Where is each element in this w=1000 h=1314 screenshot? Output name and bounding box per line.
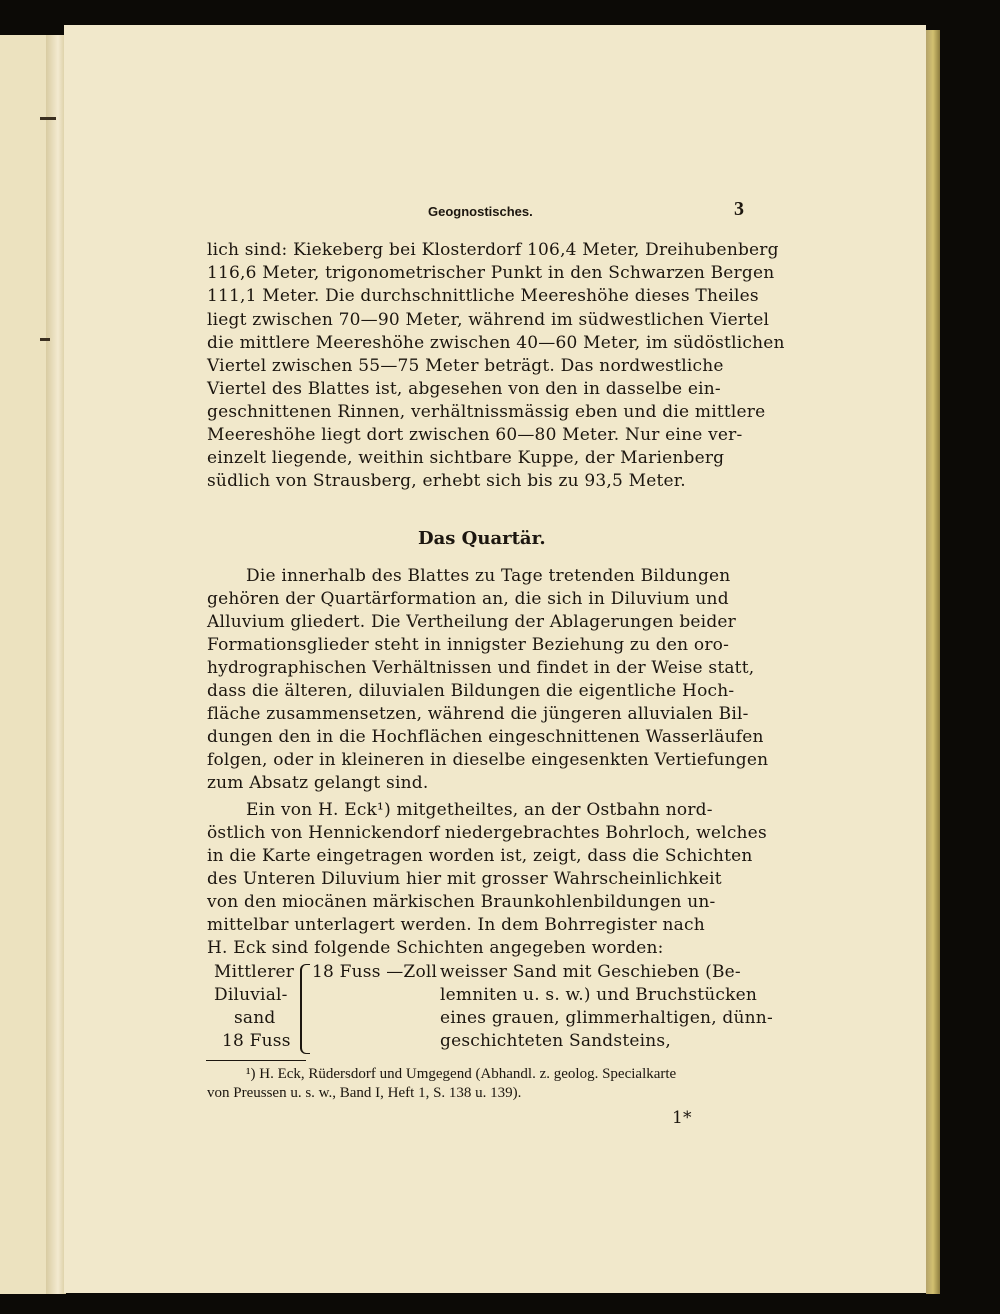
text-line: die mittlere Meereshöhe zwischen 40—60 Meter, im südöstlichen — [207, 333, 785, 353]
text-line: gehören der Quartärformation an, die sich in Diluvium und — [207, 589, 729, 609]
text-line: 111,1 Meter. Die durchschnittliche Meereshöhe dieses Theiles — [207, 286, 759, 306]
layer-label: 18 Fuss — [222, 1031, 291, 1051]
text-line: folgen, oder in kleineren in dieselbe eingesenkten Vertiefungen — [207, 750, 769, 770]
text-line: des Unteren Diluvium hier mit grosser Wahrscheinlichkeit — [207, 869, 722, 889]
footnote-line: von Preussen u. s. w., Band I, Heft 1, S. 138 u. 139). — [207, 1085, 522, 1101]
layer-label: Mittlerer — [214, 962, 295, 982]
layer-description: eines grauen, glimmerhaltigen, dünn- — [440, 1008, 773, 1028]
text-line: dungen den in die Hochflächen eingeschnittenen Wasserläufen — [207, 727, 764, 747]
text-line: von den miocänen märkischen Braunkohlenbildungen un- — [207, 892, 716, 912]
footnote-rule — [206, 1060, 306, 1061]
text-line: geschnittenen Rinnen, verhältnissmässig eben und die mittlere — [207, 402, 766, 422]
layer-thickness: 18 Fuss —Zoll — [312, 962, 438, 982]
text-line: in die Karte eingetragen worden ist, zeigt, dass die Schichten — [207, 846, 753, 866]
text-line: Formationsglieder steht in innigster Beziehung zu den oro- — [207, 635, 730, 655]
text-line: 116,6 Meter, trigonometrischer Punkt in den Schwarzen Bergen — [207, 263, 775, 283]
layer-description: geschichteten Sandsteins, — [440, 1031, 671, 1051]
section-heading: Das Quartär. — [418, 528, 546, 549]
text-line: östlich von Hennickendorf niedergebrachtes Bohrloch, welches — [207, 823, 767, 843]
footnote-line: ¹) H. Eck, Rüdersdorf und Umgegend (Abhandl. z. geolog. Specialkarte — [246, 1066, 677, 1082]
text-line: dass die älteren, diluvialen Bildungen die eigentliche Hoch- — [207, 681, 735, 701]
running-header: Geognostisches. — [428, 204, 533, 219]
text-line: lich sind: Kiekeberg bei Klosterdorf 106,4 Meter, Dreihubenberg — [207, 240, 779, 260]
text-line: einzelt liegende, weithin sichtbare Kuppe, der Marienberg — [207, 448, 725, 468]
text-line: liegt zwischen 70—90 Meter, während im südwestlichen Viertel — [207, 310, 770, 330]
text-line: südlich von Strausberg, erhebt sich bis zu 93,5 Meter. — [207, 471, 686, 491]
text-line: Alluvium gliedert. Die Vertheilung der Ablagerungen beider — [207, 612, 736, 632]
layer-label: sand — [234, 1008, 276, 1028]
layer-description: weisser Sand mit Geschieben (Be- — [440, 962, 741, 982]
brace — [300, 964, 310, 1054]
margin-mark — [40, 117, 56, 120]
text-line: hydrographischen Verhältnissen und findet in der Weise statt, — [207, 658, 755, 678]
margin-mark — [40, 338, 50, 341]
page-number: 3 — [734, 198, 744, 220]
layer-label: Diluvial- — [214, 985, 288, 1005]
text-line: Viertel zwischen 55—75 Meter beträgt. Das nordwestliche — [207, 356, 724, 376]
text-line: fläche zusammensetzen, während die jüngeren alluvialen Bil- — [207, 704, 749, 724]
book-gutter — [46, 35, 66, 1294]
text-line: Die innerhalb des Blattes zu Tage tretenden Bildungen — [246, 566, 731, 586]
text-line: mittelbar unterlagert werden. In dem Bohrregister nach — [207, 915, 705, 935]
signature-mark: 1* — [672, 1108, 692, 1128]
text-line: Meereshöhe liegt dort zwischen 60—80 Meter. Nur eine ver- — [207, 425, 743, 445]
layer-description: lemniten u. s. w.) und Bruchstücken — [440, 985, 758, 1005]
text-line: Viertel des Blattes ist, abgesehen von den in dasselbe ein- — [207, 379, 721, 399]
text-line: H. Eck sind folgende Schichten angegeben worden: — [207, 938, 664, 958]
text-line: Ein von H. Eck¹) mitgetheiltes, an der Ostbahn nord- — [246, 800, 713, 820]
page-edge — [926, 30, 940, 1294]
text-line: zum Absatz gelangt sind. — [207, 773, 429, 793]
